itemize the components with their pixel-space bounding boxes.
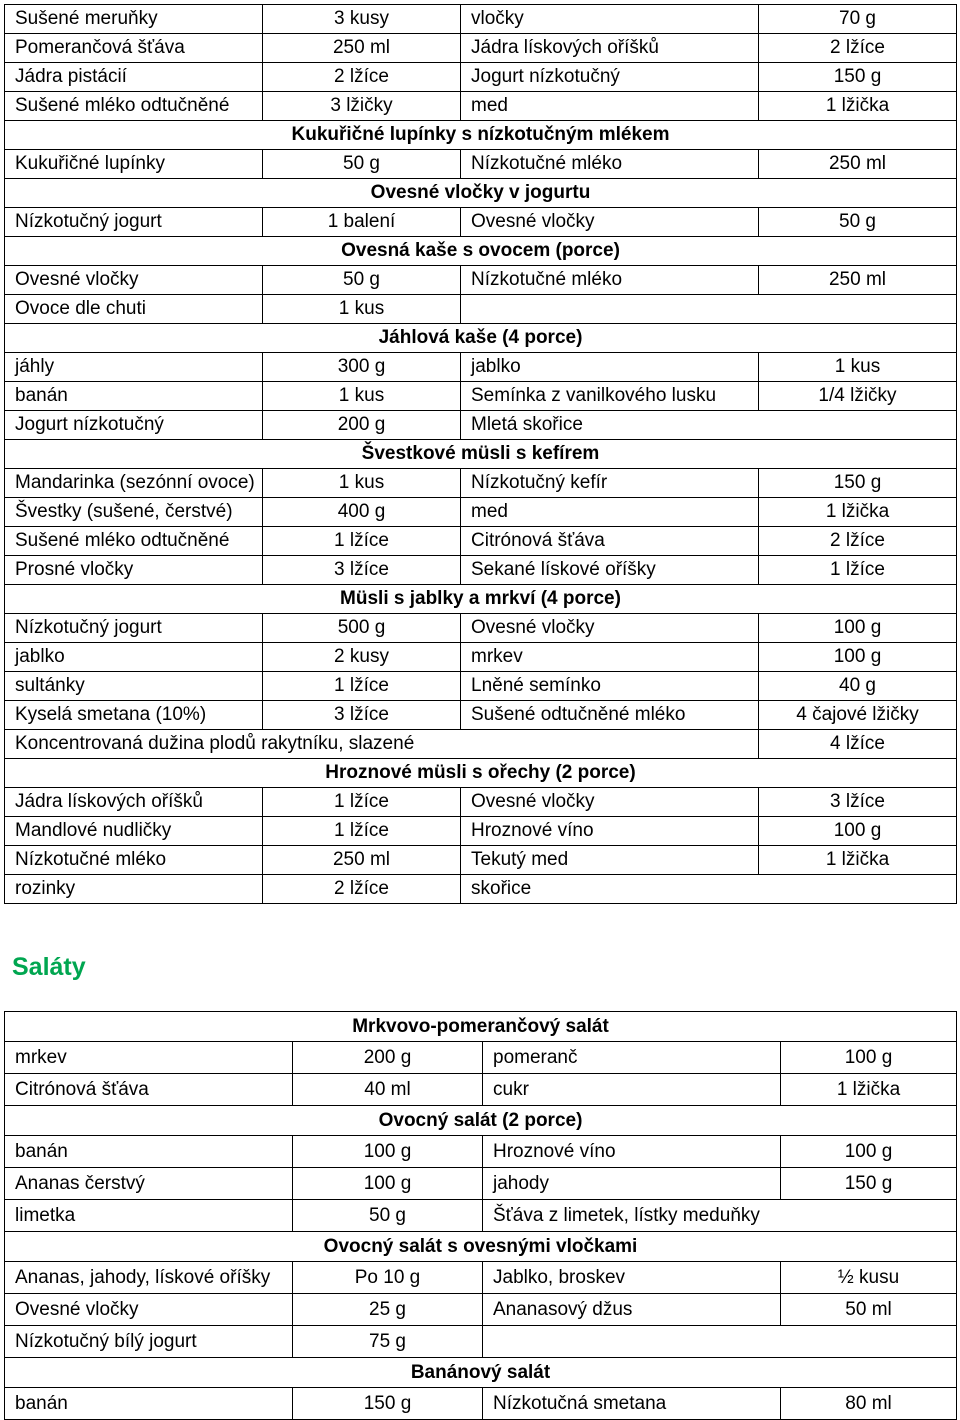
ingredient-row xyxy=(5,672,957,701)
ingredient-amount: 25 g xyxy=(293,1294,483,1326)
ingredient-row xyxy=(5,1074,957,1106)
ingredient-amount: 40 g xyxy=(759,672,957,701)
ingredient-name: Nízkotučný bílý jogurt xyxy=(5,1326,293,1358)
ingredient-amount: 2 kusy xyxy=(263,643,461,672)
recipe-title: Kukuřičné lupínky s nízkotučným mlékem xyxy=(5,121,957,150)
ingredient-amount: 400 g xyxy=(263,498,461,527)
recipe-table-2-wrapper xyxy=(4,1011,956,1420)
ingredient-amount: 75 g xyxy=(293,1326,483,1358)
ingredient-row xyxy=(5,1294,957,1326)
ingredient-name: Švestky (sušené, čerstvé) xyxy=(5,498,263,527)
ingredient-row xyxy=(5,34,957,63)
recipe-title: Švestkové müsli s kefírem xyxy=(5,440,957,469)
ingredient-amount: 250 ml xyxy=(263,846,461,875)
ingredient-name: skořice xyxy=(461,875,957,904)
ingredient-name: banán xyxy=(5,1136,293,1168)
ingredient-name: Sušené odtučněné mléko xyxy=(461,701,759,730)
ingredient-name: Nízkotučná smetana xyxy=(483,1388,781,1420)
ingredient-amount: 1 kus xyxy=(263,295,461,324)
recipe-title: Jáhlová kaše (4 porce) xyxy=(5,324,957,353)
ingredient-name: limetka xyxy=(5,1200,293,1232)
ingredient-name: Nízkotučný kefír xyxy=(461,469,759,498)
ingredient-name: Jogurt nízkotučný xyxy=(461,63,759,92)
ingredient-amount: 1 lžička xyxy=(759,846,957,875)
ingredient-name: Mandarinka (sezónní ovoce) xyxy=(5,469,263,498)
ingredient-row xyxy=(5,469,957,498)
ingredient-row xyxy=(5,498,957,527)
ingredient-name: Ananas, jahody, lískové oříšky xyxy=(5,1262,293,1294)
ingredient-row xyxy=(5,875,957,904)
ingredient-name: mrkev xyxy=(461,643,759,672)
recipe-header-row xyxy=(5,1358,957,1388)
ingredient-name: Semínka z vanilkového lusku xyxy=(461,382,759,411)
ingredient-row xyxy=(5,846,957,875)
ingredient-amount: 3 lžíce xyxy=(263,556,461,585)
ingredient-name: rozinky xyxy=(5,875,263,904)
ingredient-amount: 2 lžíce xyxy=(263,63,461,92)
ingredient-amount: 1 lžíce xyxy=(263,672,461,701)
ingredient-name: med xyxy=(461,498,759,527)
recipe-header-row xyxy=(5,1232,957,1262)
recipe-title: Ovesné vločky v jogurtu xyxy=(5,179,957,208)
ingredient-name: Ovesné vločky xyxy=(5,1294,293,1326)
ingredient-row xyxy=(5,556,957,585)
recipe-header-row xyxy=(5,237,957,266)
ingredient-name: jablko xyxy=(461,353,759,382)
ingredient-row xyxy=(5,701,957,730)
ingredient-amount: 2 lžíce xyxy=(263,875,461,904)
ingredient-row xyxy=(5,817,957,846)
recipe-title: Ovocný salát (2 porce) xyxy=(5,1106,957,1136)
ingredient-name: Kyselá smetana (10%) xyxy=(5,701,263,730)
section-title-salads: Saláty xyxy=(12,953,86,981)
recipe-title: Ovesná kaše s ovocem (porce) xyxy=(5,237,957,266)
recipe-header-row xyxy=(5,440,957,469)
ingredient-name: Citrónová šťáva xyxy=(5,1074,293,1106)
recipe-header-row xyxy=(5,759,957,788)
ingredient-row xyxy=(5,208,957,237)
ingredient-name: Nízkotučný jogurt xyxy=(5,614,263,643)
ingredient-name: Koncentrovaná dužina plodů rakytníku, slazené xyxy=(5,730,759,759)
ingredient-name: Sušené mléko odtučněné xyxy=(5,527,263,556)
ingredient-row xyxy=(5,788,957,817)
ingredient-name: Ovesné vločky xyxy=(461,788,759,817)
ingredient-amount: Po 10 g xyxy=(293,1262,483,1294)
ingredient-row xyxy=(5,527,957,556)
ingredient-amount: 150 g xyxy=(293,1388,483,1420)
ingredient-amount: 40 ml xyxy=(293,1074,483,1106)
ingredient-name xyxy=(483,1326,957,1358)
ingredient-name: Tekutý med xyxy=(461,846,759,875)
recipe-title: Müsli s jablky a mrkví (4 porce) xyxy=(5,585,957,614)
ingredient-name: med xyxy=(461,92,759,121)
ingredient-amount: 3 lžíce xyxy=(263,701,461,730)
ingredient-name: Mletá skořice xyxy=(461,411,957,440)
ingredient-name: Ovesné vločky xyxy=(5,266,263,295)
ingredient-name: pomeranč xyxy=(483,1042,781,1074)
ingredient-name: Jádra pistácií xyxy=(5,63,263,92)
ingredient-row xyxy=(5,63,957,92)
ingredient-name: Nízkotučné mléko xyxy=(461,150,759,179)
ingredient-amount: 50 ml xyxy=(781,1294,957,1326)
ingredient-row xyxy=(5,353,957,382)
ingredient-row xyxy=(5,92,957,121)
ingredient-amount: 1 lžička xyxy=(781,1074,957,1106)
ingredient-name: Citrónová šťáva xyxy=(461,527,759,556)
recipe-table-1-wrapper xyxy=(4,4,956,904)
ingredient-amount: 1 balení xyxy=(263,208,461,237)
ingredient-name: cukr xyxy=(483,1074,781,1106)
ingredient-amount: 50 g xyxy=(293,1200,483,1232)
ingredient-name: Jablko, broskev xyxy=(483,1262,781,1294)
ingredient-amount: 4 čajové lžičky xyxy=(759,701,957,730)
ingredient-name: sultánky xyxy=(5,672,263,701)
ingredient-row xyxy=(5,643,957,672)
ingredient-name: banán xyxy=(5,382,263,411)
ingredient-amount: 3 kusy xyxy=(263,5,461,34)
ingredient-amount: 1 kus xyxy=(759,353,957,382)
ingredient-amount: 100 g xyxy=(293,1136,483,1168)
ingredient-name: Sušené meruňky xyxy=(5,5,263,34)
ingredient-name: Sekané lískové oříšky xyxy=(461,556,759,585)
ingredient-name: Nízkotučné mléko xyxy=(5,846,263,875)
ingredient-amount: 1 kus xyxy=(263,469,461,498)
ingredient-row xyxy=(5,1042,957,1074)
ingredient-name: Mandlové nudličky xyxy=(5,817,263,846)
ingredient-name: Kukuřičné lupínky xyxy=(5,150,263,179)
ingredient-name: Pomerančová šťáva xyxy=(5,34,263,63)
ingredient-name: Prosné vločky xyxy=(5,556,263,585)
ingredient-name: Šťáva z limetek, lístky meduňky xyxy=(483,1200,957,1232)
ingredient-name: Nízkotučný jogurt xyxy=(5,208,263,237)
ingredient-name: Ovesné vločky xyxy=(461,614,759,643)
ingredient-amount: 150 g xyxy=(759,63,957,92)
ingredient-name: banán xyxy=(5,1388,293,1420)
ingredient-name: jablko xyxy=(5,643,263,672)
ingredient-row xyxy=(5,730,957,759)
ingredient-amount: 150 g xyxy=(759,469,957,498)
ingredient-row xyxy=(5,1168,957,1200)
ingredient-row xyxy=(5,1388,957,1420)
ingredient-amount: 1 lžička xyxy=(759,498,957,527)
ingredient-amount: 100 g xyxy=(759,614,957,643)
ingredient-amount: 1 lžíce xyxy=(263,817,461,846)
ingredient-amount: 50 g xyxy=(263,150,461,179)
ingredient-amount: 1 kus xyxy=(263,382,461,411)
ingredient-amount: 100 g xyxy=(759,643,957,672)
ingredient-row xyxy=(5,1200,957,1232)
ingredient-amount: 150 g xyxy=(781,1168,957,1200)
ingredient-amount: 250 ml xyxy=(759,266,957,295)
recipe-header-row xyxy=(5,121,957,150)
ingredient-amount: 3 lžíce xyxy=(759,788,957,817)
ingredient-amount: 100 g xyxy=(781,1136,957,1168)
ingredient-name: mrkev xyxy=(5,1042,293,1074)
ingredient-amount: 250 ml xyxy=(759,150,957,179)
ingredient-amount: 1/4 lžičky xyxy=(759,382,957,411)
ingredient-name: Ananas čerstvý xyxy=(5,1168,293,1200)
ingredient-row xyxy=(5,1326,957,1358)
ingredient-amount: 1 lžíce xyxy=(759,556,957,585)
ingredient-amount: 1 lžíce xyxy=(263,527,461,556)
ingredient-amount: 250 ml xyxy=(263,34,461,63)
ingredient-row xyxy=(5,382,957,411)
ingredient-row xyxy=(5,411,957,440)
ingredient-name: Hroznové víno xyxy=(483,1136,781,1168)
ingredient-name: Jogurt nízkotučný xyxy=(5,411,263,440)
recipe-header-row xyxy=(5,179,957,208)
ingredient-amount: 50 g xyxy=(263,266,461,295)
ingredient-row xyxy=(5,150,957,179)
ingredient-row xyxy=(5,5,957,34)
ingredient-amount: 100 g xyxy=(781,1042,957,1074)
recipe-title: Mrkvovo-pomerančový salát xyxy=(5,1012,957,1042)
ingredient-row xyxy=(5,1136,957,1168)
ingredient-amount: 2 lžíce xyxy=(759,34,957,63)
ingredient-amount: 2 lžíce xyxy=(759,527,957,556)
ingredient-name: jáhly xyxy=(5,353,263,382)
ingredient-amount: 100 g xyxy=(759,817,957,846)
ingredient-name xyxy=(461,295,957,324)
recipe-header-row xyxy=(5,324,957,353)
ingredient-name: Ovoce dle chuti xyxy=(5,295,263,324)
ingredient-name: Hroznové víno xyxy=(461,817,759,846)
ingredient-amount: 70 g xyxy=(759,5,957,34)
ingredient-row xyxy=(5,614,957,643)
ingredient-name: Sušené mléko odtučněné xyxy=(5,92,263,121)
ingredient-name: Ovesné vločky xyxy=(461,208,759,237)
ingredient-name: vločky xyxy=(461,5,759,34)
recipe-title: Hroznové müsli s ořechy (2 porce) xyxy=(5,759,957,788)
recipe-header-row xyxy=(5,1012,957,1042)
recipe-table-salads xyxy=(4,1011,957,1420)
ingredient-name: Nízkotučné mléko xyxy=(461,266,759,295)
ingredient-amount: 4 lžíce xyxy=(759,730,957,759)
ingredient-name: jahody xyxy=(483,1168,781,1200)
ingredient-amount: 50 g xyxy=(759,208,957,237)
ingredient-name: Ananasový džus xyxy=(483,1294,781,1326)
ingredient-amount: 500 g xyxy=(263,614,461,643)
ingredient-amount: 80 ml xyxy=(781,1388,957,1420)
ingredient-amount: 100 g xyxy=(293,1168,483,1200)
ingredient-amount: 1 lžička xyxy=(759,92,957,121)
recipe-title: Banánový salát xyxy=(5,1358,957,1388)
recipe-title: Ovocný salát s ovesnými vločkami xyxy=(5,1232,957,1262)
ingredient-row xyxy=(5,295,957,324)
ingredient-name: Jádra lískových oříšků xyxy=(461,34,759,63)
ingredient-name: Lněné semínko xyxy=(461,672,759,701)
ingredient-amount: 3 lžičky xyxy=(263,92,461,121)
recipe-header-row xyxy=(5,1106,957,1136)
ingredient-row xyxy=(5,1262,957,1294)
ingredient-amount: 200 g xyxy=(263,411,461,440)
ingredient-name: Jádra lískových oříšků xyxy=(5,788,263,817)
ingredient-row xyxy=(5,266,957,295)
ingredient-amount: 1 lžíce xyxy=(263,788,461,817)
ingredient-amount: ½ kusu xyxy=(781,1262,957,1294)
ingredient-amount: 300 g xyxy=(263,353,461,382)
recipe-header-row xyxy=(5,585,957,614)
ingredient-amount: 200 g xyxy=(293,1042,483,1074)
recipe-table-breakfast xyxy=(4,4,957,904)
